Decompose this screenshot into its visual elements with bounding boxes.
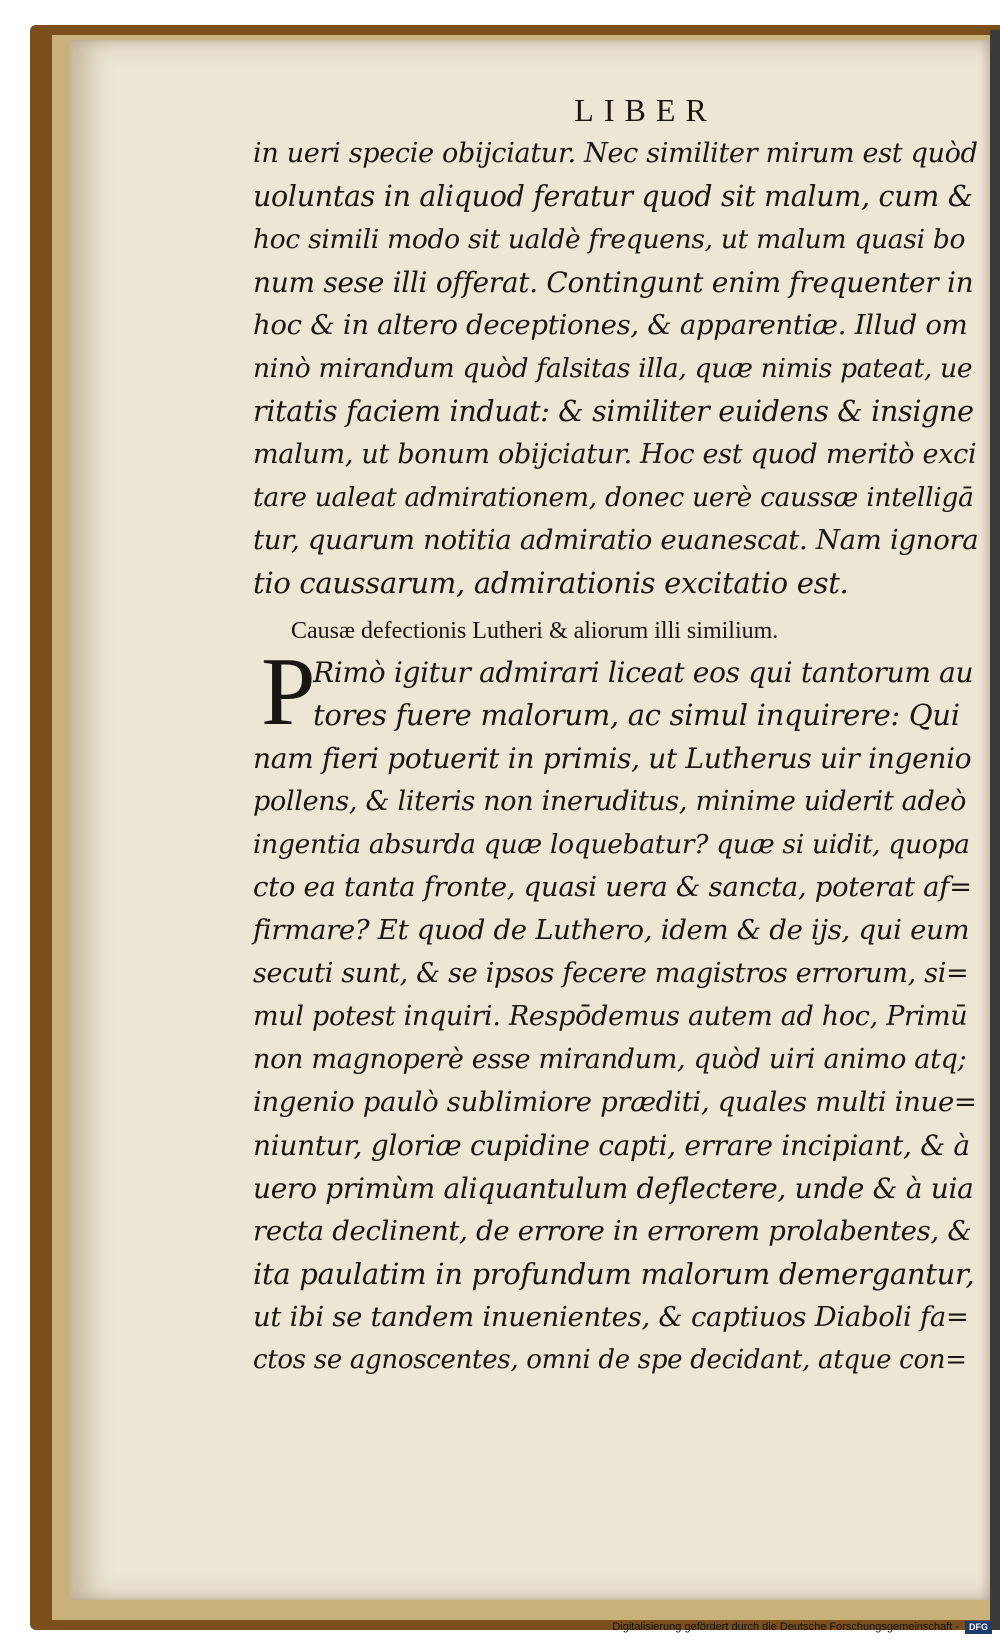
- text-line: malum, ut bonum obijciatur. Hoc est quod meritò exci: [253, 439, 977, 470]
- running-head: LIBER: [574, 92, 717, 128]
- text-line: tores fuere malorum, ac simul inquirere: Qui: [313, 698, 960, 732]
- text-line: firmare? Et quod de Luthero, idem & de ijs, qui eum: [253, 914, 970, 946]
- text-line: tio caussarum, admirationis excitatio est.: [253, 566, 849, 600]
- text-line: non magnoperè esse mirandum, quòd uiri animo atq;: [253, 1044, 967, 1075]
- section-heading: Causæ defectionis Lutheri & aliorum illi similium.: [291, 618, 779, 644]
- paragraph-2: [253, 638, 978, 1382]
- text-line: niuntur, gloriæ cupidine capti, errare incipiant, & à: [253, 1129, 970, 1162]
- drop-cap: P: [261, 638, 316, 746]
- text-line: secuti sunt, & se ipsos fecere magistros errorum, si=: [253, 958, 969, 989]
- text-line: hoc & in altero deceptiones, & apparentiæ. Illud om: [253, 309, 968, 341]
- text-line: num sese illi offerat. Contingunt enim frequenter in: [253, 266, 974, 299]
- text-line: in ueri specie obijciatur. Nec similiter mirum est quòd: [253, 138, 978, 169]
- footer-text: Digitalisierung gefördert durch die Deutsche Forschungsgemeinschaft -: [612, 1621, 959, 1633]
- text-line: pollens, & literis non ineruditus, minime uiderit adeò: [253, 786, 967, 817]
- text-line: uoluntas in aliquod feratur quod sit malum, cum &: [253, 180, 973, 213]
- text-line: ingenio paulò sublimiore præditi, quales multi inue=: [253, 1086, 977, 1118]
- text-line: uero primùm aliquantulum deflectere, unde & à uia: [253, 1172, 974, 1205]
- text-line: ctos se agnoscentes, omni de spe decidant, atque con=: [253, 1345, 967, 1375]
- text-line: Rimò igitur admirari liceat eos qui tantorum au: [313, 656, 974, 689]
- right-border: [990, 30, 1000, 1630]
- dfg-logo-icon[interactable]: DFG: [965, 1621, 992, 1634]
- text-line: ita paulatim in profundum malorum demergantur,: [253, 1257, 975, 1291]
- text-line: nam fieri potuerit in primis, ut Lutherus uir ingenio: [253, 742, 972, 775]
- text-line: ingentia absurda quæ loquebatur? quæ si uidit, quopa: [253, 829, 970, 860]
- text-line: ninò mirandum quòd falsitas illa, quæ nimis pateat, ue: [253, 353, 973, 384]
- text-line: ut ibi se tandem inuenientes, & captiuos Diaboli fa=: [253, 1301, 969, 1333]
- paragraph-1: [253, 132, 978, 605]
- digitization-footer: [612, 1619, 992, 1635]
- text-block: [253, 88, 978, 1382]
- text-line: tare ualeat admirationem, donec uerè caussæ intelligā: [253, 482, 974, 513]
- text-line: recta declinent, de errore in errorem prolabentes, &: [253, 1215, 972, 1247]
- book-page: [70, 40, 990, 1600]
- text-line: tur, quarum notitia admiratio euanescat. Nam ignora: [253, 524, 979, 556]
- text-line: hoc simili modo sit ualdè frequens, ut malum quasi bo: [253, 224, 966, 255]
- text-line: ritatis faciem induat: & similiter euidens & insigne: [253, 395, 974, 428]
- text-line: mul potest inquiri. Respōdemus autem ad hoc, Primū: [253, 1001, 968, 1032]
- text-line: cto ea tanta fronte, quasi uera & sancta, poterat af=: [253, 871, 972, 903]
